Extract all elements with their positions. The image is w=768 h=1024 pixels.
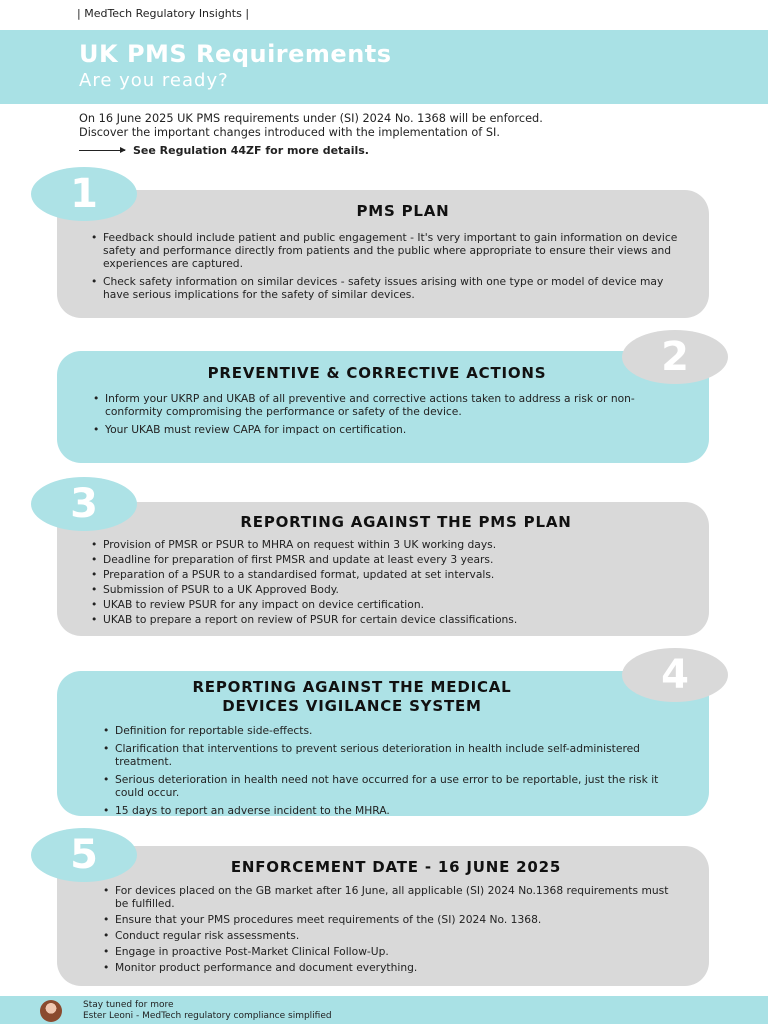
section-title-line-2: DEVICES VIGILANCE SYSTEM (222, 697, 482, 715)
section-bullets (91, 231, 687, 301)
section-number-badge: 5 (31, 828, 137, 882)
see-regulation-text: See Regulation 44ZF for more details. (133, 144, 369, 157)
footer-bar (0, 996, 768, 1024)
intro-line-2: Discover the important changes introduced with the implementation of SI. (79, 126, 500, 139)
section-title: PMS PLAN (356, 202, 450, 220)
section-title-line-1: REPORTING AGAINST THE MEDICAL (192, 678, 512, 696)
list-item: • For devices placed on the GB market after 16 June, all applicable (SI) 2024 No.1368 requirements must be fulfilled. (103, 884, 679, 910)
page-subtitle: Are you ready? (79, 70, 229, 91)
section-enforcement-date (57, 846, 709, 986)
list-item: • Ensure that your PMS procedures meet requirements of the (SI) 2024 No. 1368. (103, 913, 679, 926)
list-item: • Deadline for preparation of first PMSR and update at least every 3 years. (91, 553, 689, 566)
section-preventive-corrective (57, 351, 709, 463)
list-item: • Feedback should include patient and public engagement - It's very important to gain information on device safety and performance directly from patients and the public where appropriate to ensure their views and experiences are captured. (91, 231, 687, 270)
intro-line-1: On 16 June 2025 UK PMS requirements under (SI) 2024 No. 1368 will be enforced. (79, 112, 543, 125)
avatar (40, 1000, 62, 1022)
section-title: REPORTING AGAINST THE PMS PLAN (240, 513, 572, 531)
section-pms-plan (57, 190, 709, 318)
list-item: • UKAB to prepare a report on review of PSUR for certain device classifications. (91, 613, 689, 626)
arrow-right-icon (79, 150, 125, 151)
section-number-badge: 4 (622, 648, 728, 702)
footer-author: Ester Leoni - MedTech regulatory compliance simplified (83, 1011, 332, 1021)
section-reporting-pms-plan (57, 502, 709, 636)
section-number-badge: 3 (31, 477, 137, 531)
list-item: • Submission of PSUR to a UK Approved Body. (91, 583, 689, 596)
list-item: • UKAB to review PSUR for any impact on device certification. (91, 598, 689, 611)
page-title: UK PMS Requirements (79, 40, 392, 68)
brand-header: | MedTech Regulatory Insights | (77, 7, 250, 20)
list-item: • Clarification that interventions to prevent serious deterioration in health include self-administered treatment. (103, 742, 659, 768)
intro-text (79, 112, 709, 140)
list-item: • 15 days to report an adverse incident to the MHRA. (103, 804, 659, 817)
list-item: • Definition for reportable side-effects. (103, 724, 659, 737)
section-number-badge: 2 (622, 330, 728, 384)
list-item: • Check safety information on similar devices - safety issues arising with one type or model of device may have serious implications for the safety of similar devices. (91, 275, 687, 301)
section-bullets (93, 392, 679, 436)
list-item: • Conduct regular risk assessments. (103, 929, 679, 942)
list-item: • Serious deterioration in health need not have occurred for a use error to be reportable, just the risk it could occur. (103, 773, 659, 799)
list-item: • Inform your UKRP and UKAB of all preventive and corrective actions taken to address a risk or non-conformity compromising the performance or safety of the device. (93, 392, 679, 418)
list-item: • Preparation of a PSUR to a standardised format, updated at set intervals. (91, 568, 689, 581)
section-number-badge: 1 (31, 167, 137, 221)
list-item: • Provision of PMSR or PSUR to MHRA on request within 3 UK working days. (91, 538, 689, 551)
section-bullets (103, 724, 659, 817)
list-item: • Monitor product performance and document everything. (103, 961, 679, 974)
section-title: ENFORCEMENT DATE - 16 JUNE 2025 (230, 858, 562, 876)
hero-banner (0, 30, 768, 104)
section-bullets (91, 538, 689, 626)
footer-tagline: Stay tuned for more (83, 1000, 174, 1010)
section-title (57, 678, 647, 716)
see-regulation-note (79, 144, 369, 157)
section-title: PREVENTIVE & CORRECTIVE ACTIONS (207, 364, 547, 382)
list-item: • Engage in proactive Post-Market Clinical Follow-Up. (103, 945, 679, 958)
list-item: • Your UKAB must review CAPA for impact on certification. (93, 423, 679, 436)
section-vigilance-reporting (57, 671, 709, 816)
section-bullets (103, 884, 679, 974)
